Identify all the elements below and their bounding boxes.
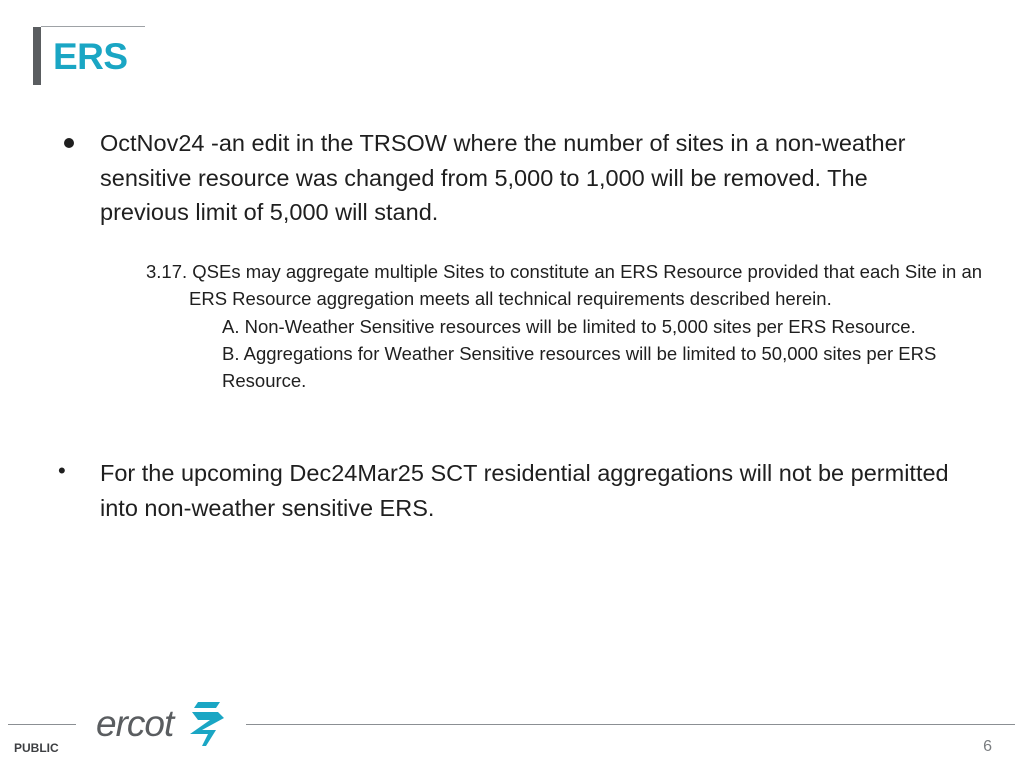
bullet-marker <box>64 138 74 148</box>
quoted-clause <box>146 258 996 394</box>
clause-item-b: B. Aggregations for Weather Sensitive resources will be limited to 50,000 sites per ERS Resource. <box>222 342 937 392</box>
clause-item-a: A. Non-Weather Sensitive resources will be limited to 5,000 sites per ERS Resource. <box>222 315 916 337</box>
page-number: 6 <box>983 738 992 755</box>
title-accent-bar <box>33 27 41 85</box>
slide-title: ERS <box>53 36 128 77</box>
bullet-marker: • <box>58 458 66 483</box>
footer-rule-left <box>8 724 76 725</box>
footer-rule-right <box>246 724 1015 725</box>
logo-text: ercot <box>96 703 174 744</box>
logo-mark-icon <box>190 702 224 746</box>
ercot-logo <box>94 700 234 750</box>
classification-label: PUBLIC <box>14 741 59 755</box>
bullet-1-text: OctNov24 -an edit in the TRSOW where the number of sites in a non-weather sensitive resource was changed from 5,000 to 1,000 will be removed. The previous limit of 5,000 will stand. <box>100 130 906 225</box>
title-rule <box>41 26 145 27</box>
bullet-2-text: For the upcoming Dec24Mar25 SCT residential aggregations will not be permitted into non-weather sensitive ERS. <box>100 460 949 521</box>
clause-main-text: 3.17. QSEs may aggregate multiple Sites to constitute an ERS Resource provided that each Site in an ERS Resource aggregation meets all technical requirements described herein. <box>146 261 983 310</box>
